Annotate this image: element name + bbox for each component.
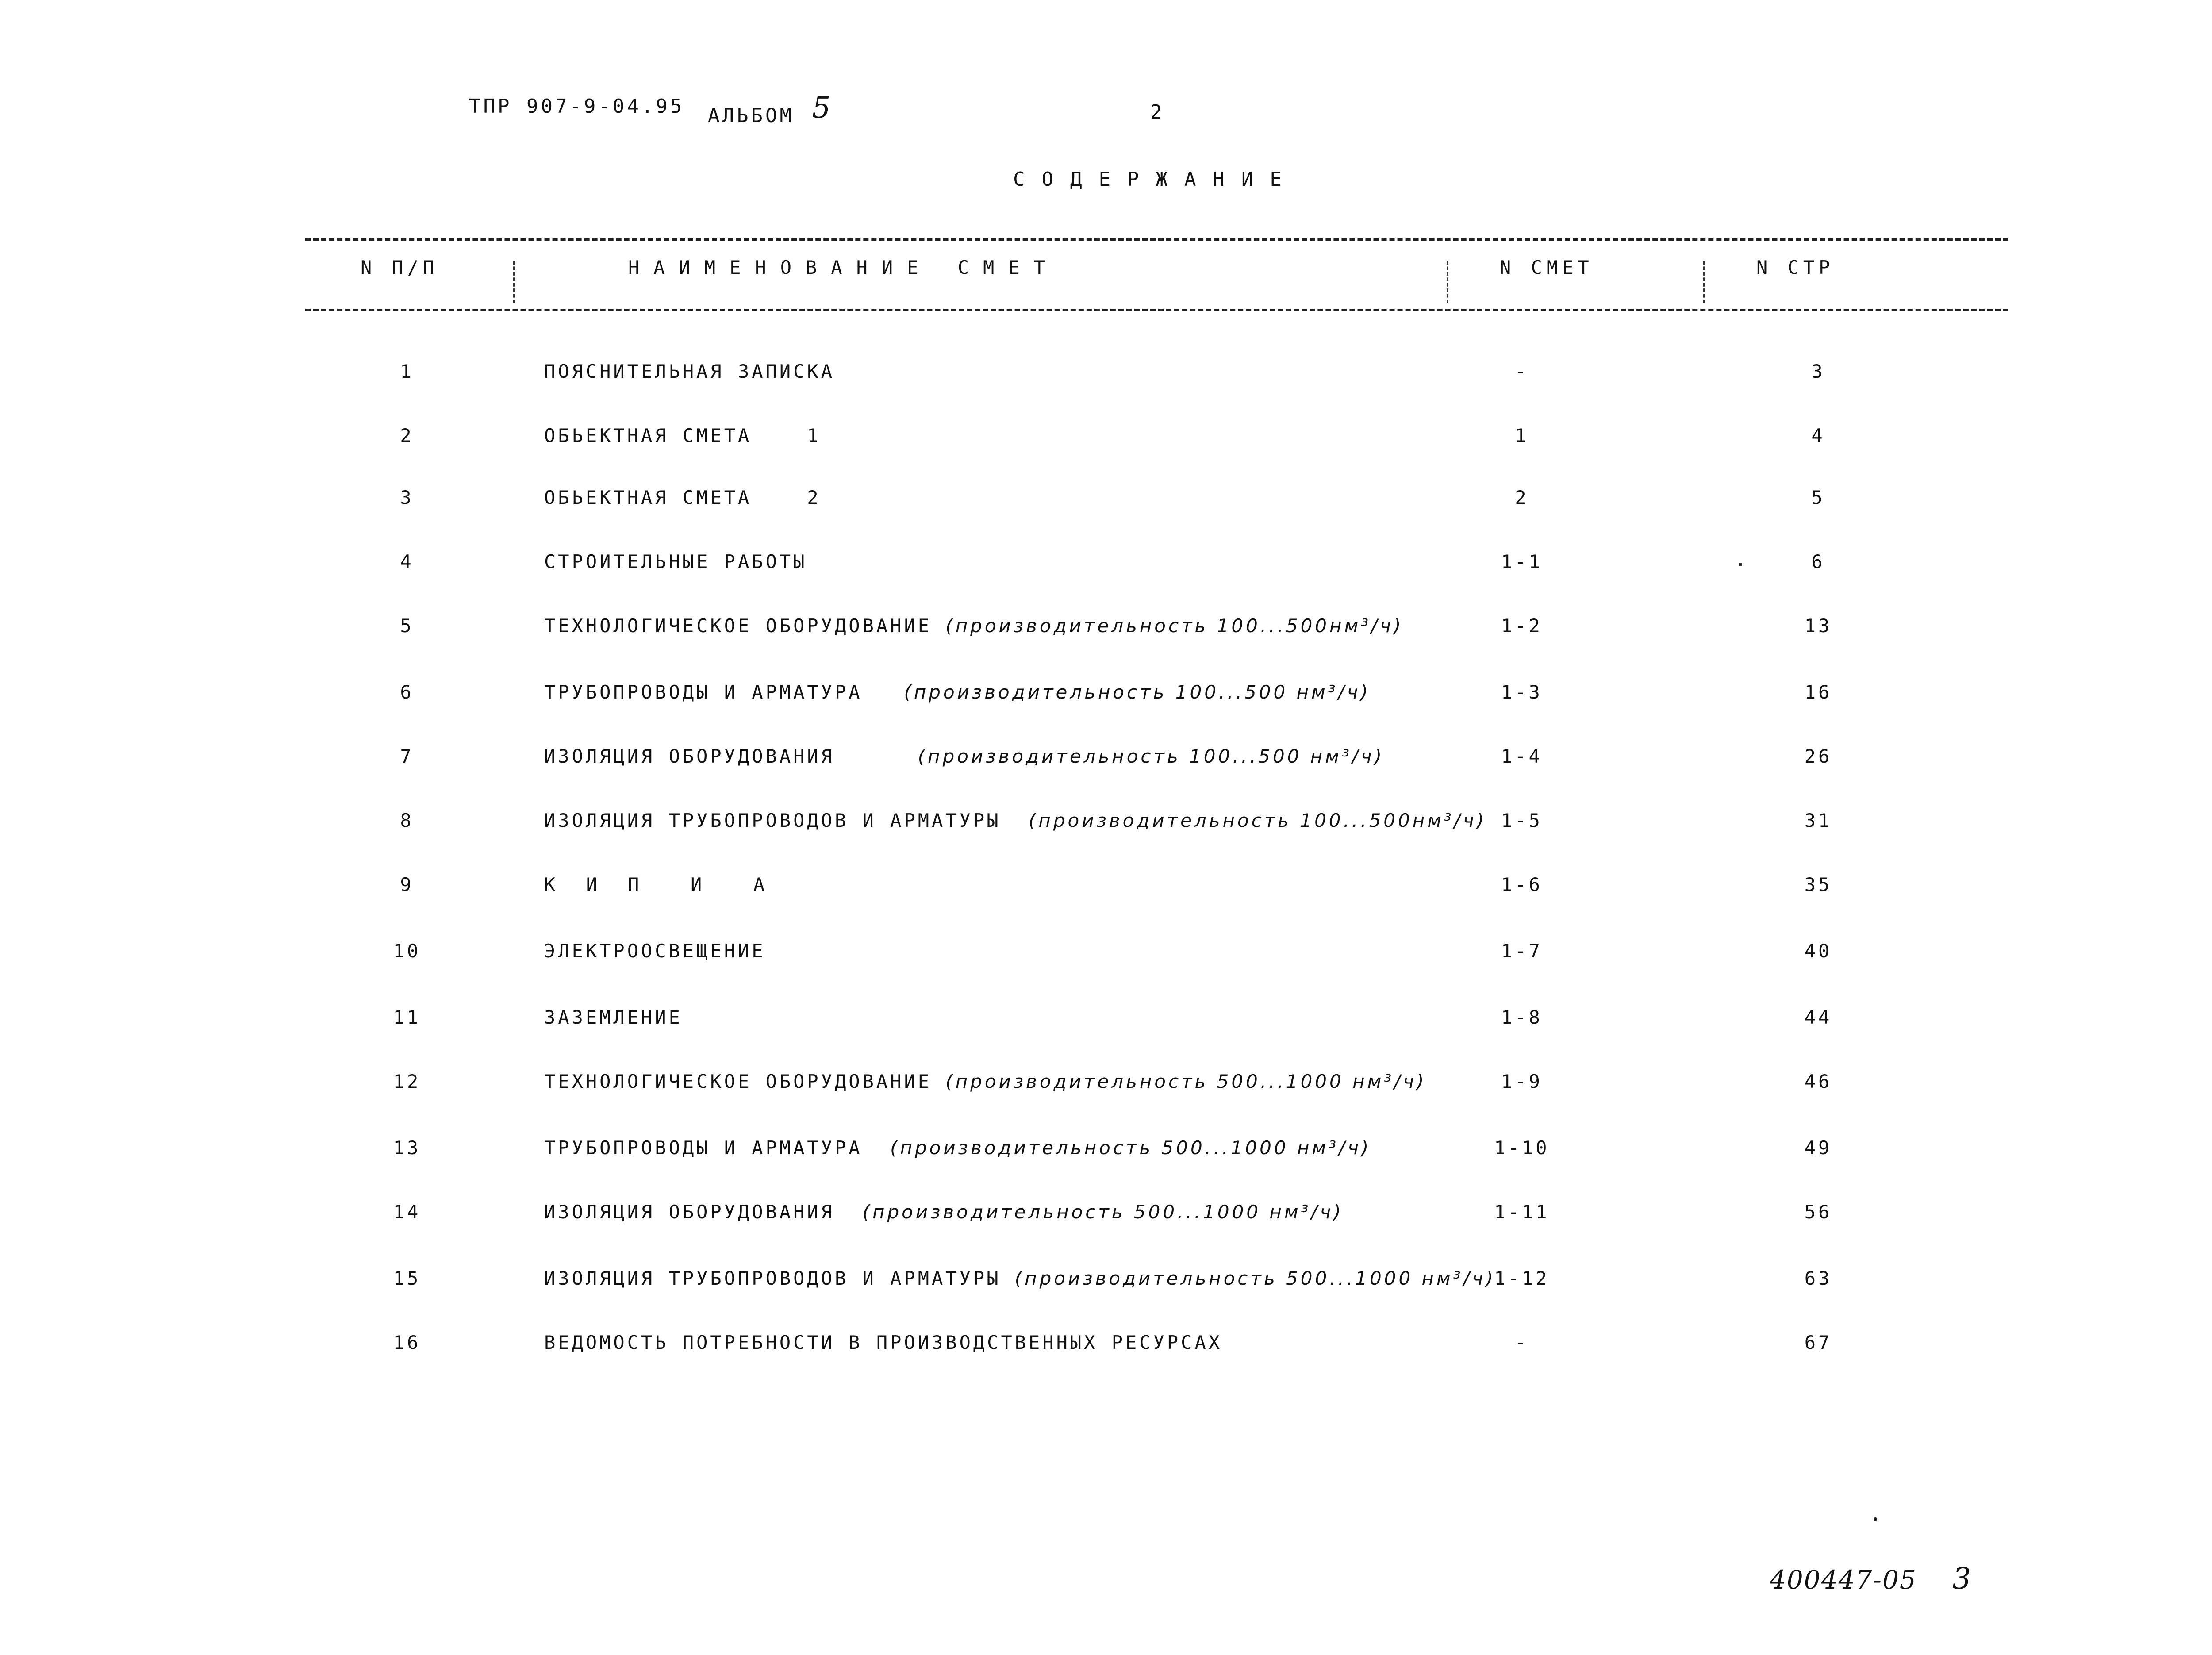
row-name: ТРУБОПРОВОДЫ И АРМАТУРА (производительность 100...500 нм³/ч) — [544, 681, 1371, 703]
table-row — [0, 1006, 2212, 1051]
row-estimate: 1-12 — [1494, 1267, 1550, 1289]
row-note: (производительность 100...500нм³/ч) — [1029, 810, 1487, 831]
row-note: (производительность 500...1000 нм³/ч) — [890, 1137, 1371, 1159]
table-row — [0, 810, 2212, 854]
row-page: 56 — [1804, 1201, 1832, 1223]
row-estimate: 1-3 — [1501, 681, 1543, 703]
table-row — [0, 1332, 2212, 1376]
column-separator — [1447, 261, 1448, 303]
table-row — [0, 1267, 2212, 1312]
column-separator — [1703, 261, 1705, 303]
table-row — [0, 681, 2212, 726]
sheet-number: 3 — [1952, 1562, 1972, 1596]
row-number: 5 — [400, 615, 414, 637]
row-number: 13 — [393, 1137, 421, 1159]
row-number: 6 — [400, 681, 414, 703]
page-number: 2 — [1150, 101, 1162, 123]
column-separator — [513, 261, 515, 303]
row-name: ИЗОЛЯЦИЯ ОБОРУДОВАНИЯ (производительность 100...500 нм³/ч) — [544, 745, 1385, 767]
table-header-bottom-rule — [305, 309, 2008, 311]
row-page: 16 — [1804, 681, 1832, 703]
table-top-rule — [305, 238, 2008, 241]
row-estimate: - — [1515, 1332, 1529, 1353]
row-page: 46 — [1804, 1071, 1832, 1092]
table-row — [0, 940, 2212, 984]
table-row — [0, 874, 2212, 918]
inventory-number: 400447-05 — [1770, 1565, 1917, 1595]
row-page: 4 — [1811, 425, 1825, 446]
table-row — [0, 361, 2212, 405]
row-name: ТРУБОПРОВОДЫ И АРМАТУРА (производительность 500...1000 нм³/ч) — [544, 1137, 1371, 1159]
row-name: ТЕХНОЛОГИЧЕСКОЕ ОБОРУДОВАНИЕ (производительность 100...500нм³/ч) — [544, 615, 1404, 637]
column-header-page: N СТР — [1756, 257, 1835, 278]
row-estimate: 1-7 — [1501, 940, 1543, 962]
album-label: АЛЬБОМ — [708, 104, 794, 127]
row-note: (производительность 500...1000 нм³/ч) — [945, 1071, 1427, 1092]
row-estimate: 1-11 — [1494, 1201, 1550, 1223]
column-header-num: N П/П — [361, 257, 439, 278]
row-estimate: 1-4 — [1501, 745, 1543, 767]
row-name: ВЕДОМОСТЬ ПОТРЕБНОСТИ В ПРОИЗВОДСТВЕННЫХ РЕСУРСАХ — [544, 1332, 1223, 1353]
row-name: ИЗОЛЯЦИЯ ТРУБОПРОВОДОВ И АРМАТУРЫ (производительность 500...1000 нм³/ч) — [544, 1267, 1496, 1289]
row-estimate: 1-6 — [1501, 874, 1543, 895]
row-estimate: 1-5 — [1501, 810, 1543, 831]
column-header-name: НАИМЕНОВАНИЕ СМЕТ — [628, 257, 1059, 278]
row-name: ИЗОЛЯЦИЯ ОБОРУДОВАНИЯ (производительность 500...1000 нм³/ч) — [544, 1201, 1344, 1223]
row-note: (производительность 100...500 нм³/ч) — [904, 681, 1371, 703]
row-estimate: 1-10 — [1494, 1137, 1550, 1159]
row-page: 63 — [1804, 1267, 1832, 1289]
row-estimate: 1-9 — [1501, 1071, 1543, 1092]
album-label-wrap — [708, 91, 831, 129]
table-row — [0, 1071, 2212, 1115]
document-code: ТПР 907-9-04.95 — [469, 95, 685, 118]
row-estimate: 1-2 — [1501, 615, 1543, 637]
table-row — [0, 745, 2212, 790]
row-name: ПОЯСНИТЕЛЬНАЯ ЗАПИСКА — [544, 361, 835, 382]
row-page: 13 — [1804, 615, 1832, 637]
row-number: 3 — [400, 487, 414, 508]
row-estimate: 1 — [1515, 425, 1529, 446]
row-page: 26 — [1804, 745, 1832, 767]
row-number: 8 — [400, 810, 414, 831]
column-header-estimate: N СМЕТ — [1500, 257, 1594, 278]
row-estimate: - — [1515, 361, 1529, 382]
row-note: (производительность 500...1000 нм³/ч) — [862, 1201, 1344, 1223]
scan-speck — [1874, 1517, 1877, 1521]
table-row — [0, 487, 2212, 531]
row-number: 2 — [400, 425, 414, 446]
row-number: 11 — [393, 1006, 421, 1028]
row-number: 7 — [400, 745, 414, 767]
row-estimate: 1-8 — [1501, 1006, 1543, 1028]
row-page: 67 — [1804, 1332, 1832, 1353]
row-page: 49 — [1804, 1137, 1832, 1159]
inventory-stamp — [1770, 1562, 1972, 1596]
album-number: 5 — [812, 91, 831, 125]
row-number: 1 — [400, 361, 414, 382]
row-estimate: 2 — [1515, 487, 1529, 508]
row-name: ОБЬЕКТНАЯ СМЕТА 1 — [544, 425, 821, 446]
row-number: 16 — [393, 1332, 421, 1353]
row-page: 31 — [1804, 810, 1832, 831]
row-name: ИЗОЛЯЦИЯ ТРУБОПРОВОДОВ И АРМАТУРЫ (производительность 100...500нм³/ч) — [544, 810, 1487, 831]
table-row — [0, 1137, 2212, 1181]
row-number: 10 — [393, 940, 421, 962]
row-note: (производительность 500...1000 нм³/ч) — [1014, 1267, 1496, 1289]
table-row — [0, 425, 2212, 469]
row-number: 9 — [400, 874, 414, 895]
row-name: ЗАЗЕМЛЕНИЕ — [544, 1006, 683, 1028]
row-number: 12 — [393, 1071, 421, 1092]
row-page: 40 — [1804, 940, 1832, 962]
row-estimate: 1-1 — [1501, 551, 1543, 572]
row-page: 3 — [1811, 361, 1825, 382]
row-page: 6 — [1811, 551, 1825, 572]
row-page: 44 — [1804, 1006, 1832, 1028]
row-note: (производительность 100...500нм³/ч) — [945, 615, 1404, 637]
row-name: ЭЛЕКТРООСВЕЩЕНИЕ — [544, 940, 766, 962]
row-number: 15 — [393, 1267, 421, 1289]
row-number: 4 — [400, 551, 414, 572]
row-name: ТЕХНОЛОГИЧЕСКОЕ ОБОРУДОВАНИЕ (производительность 500...1000 нм³/ч) — [544, 1071, 1427, 1092]
row-number: 14 — [393, 1201, 421, 1223]
row-name: К И П И А — [544, 874, 775, 895]
page-title: СОДЕРЖАНИЕ — [1013, 168, 1298, 191]
table-row — [0, 615, 2212, 659]
row-page: 5 — [1811, 487, 1825, 508]
table-row — [0, 551, 2212, 595]
row-name: ОБЬЕКТНАЯ СМЕТА 2 — [544, 487, 821, 508]
table-row — [0, 1201, 2212, 1245]
row-note: (производительность 100...500 нм³/ч) — [918, 745, 1385, 767]
row-name: СТРОИТЕЛЬНЫЕ РАБОТЫ — [544, 551, 807, 572]
row-page: 35 — [1804, 874, 1832, 895]
scan-speck — [1739, 563, 1742, 566]
